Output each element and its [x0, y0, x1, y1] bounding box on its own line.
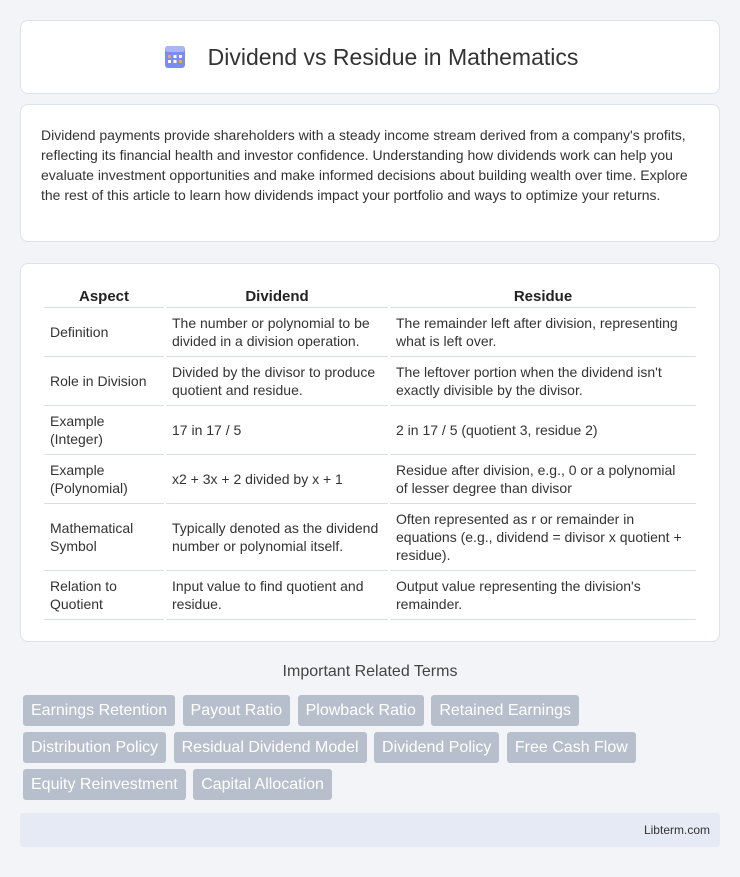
dividend-cell: The number or polynomial to be divided in a division operation. [166, 308, 388, 357]
residue-cell: The remainder left after division, representing what is left over. [390, 308, 696, 357]
tag-plowback-ratio[interactable]: Plowback Ratio [298, 695, 424, 726]
dividend-cell: Divided by the divisor to produce quotient and residue. [166, 357, 388, 406]
aspect-cell: Definition [44, 308, 164, 357]
related-terms-tags [23, 695, 723, 806]
table-row [44, 406, 696, 455]
table-row [44, 455, 696, 504]
footer-site-link[interactable]: Libterm.com [643, 823, 710, 837]
tag-payout-ratio[interactable]: Payout Ratio [183, 695, 291, 726]
comparison-table [42, 284, 698, 620]
tag-retained-earnings[interactable]: Retained Earnings [431, 695, 579, 726]
aspect-cell: Role in Division [44, 357, 164, 406]
table-row [44, 571, 696, 620]
residue-cell: 2 in 17 / 5 (quotient 3, residue 2) [390, 406, 696, 455]
tag-residual-dividend-model[interactable]: Residual Dividend Model [174, 732, 367, 763]
aspect-cell: Example (Polynomial) [44, 455, 164, 504]
residue-cell: The leftover portion when the dividend isn't exactly divisible by the divisor. [390, 357, 696, 406]
header-aspect: Aspect [44, 284, 164, 308]
header-card [20, 20, 720, 94]
header-dividend: Dividend [166, 284, 388, 308]
related-terms-title: Important Related Terms [282, 663, 458, 680]
page-title: Dividend vs Residue in Mathematics [207, 43, 579, 70]
tag-equity-reinvestment[interactable]: Equity Reinvestment [23, 769, 186, 800]
calculator-icon [162, 44, 188, 70]
tag-free-cash-flow[interactable]: Free Cash Flow [507, 732, 636, 763]
header-residue: Residue [390, 284, 696, 308]
title-wrap [162, 44, 579, 71]
dividend-cell: 17 in 17 / 5 [166, 406, 388, 455]
aspect-cell: Relation to Quotient [44, 571, 164, 620]
residue-cell: Often represented as r or remainder in equations (e.g., dividend = divisor x quotient + residue). [390, 504, 696, 571]
intro-text: Dividend payments provide shareholders with a steady income stream derived from a company's profits, reflecting its financial health and investor confidence. Understanding how dividends work can help you evaluate investment opportunities and make informed decisions about building wealth over time. Explore the rest of this article to learn how dividends impact your portfolio and ways to optimize your returns. [41, 127, 688, 203]
tag-earnings-retention[interactable]: Earnings Retention [23, 695, 175, 726]
tag-capital-allocation[interactable]: Capital Allocation [193, 769, 332, 800]
table-row [44, 504, 696, 571]
residue-cell: Residue after division, e.g., 0 or a polynomial of lesser degree than divisor [390, 455, 696, 504]
aspect-cell: Mathematical Symbol [44, 504, 164, 571]
table-row [44, 357, 696, 406]
dividend-cell: x2 + 3x + 2 divided by x + 1 [166, 455, 388, 504]
comparison-table-card [20, 263, 720, 642]
dividend-cell: Input value to find quotient and residue. [166, 571, 388, 620]
aspect-cell: Example (Integer) [44, 406, 164, 455]
residue-cell: Output value representing the division's remainder. [390, 571, 696, 620]
dividend-cell: Typically denoted as the dividend number or polynomial itself. [166, 504, 388, 571]
tag-distribution-policy[interactable]: Distribution Policy [23, 732, 166, 763]
table-header-row [44, 284, 696, 308]
footer [20, 813, 720, 847]
tag-dividend-policy[interactable]: Dividend Policy [374, 732, 499, 763]
intro-card [20, 104, 720, 242]
table-row [44, 308, 696, 357]
